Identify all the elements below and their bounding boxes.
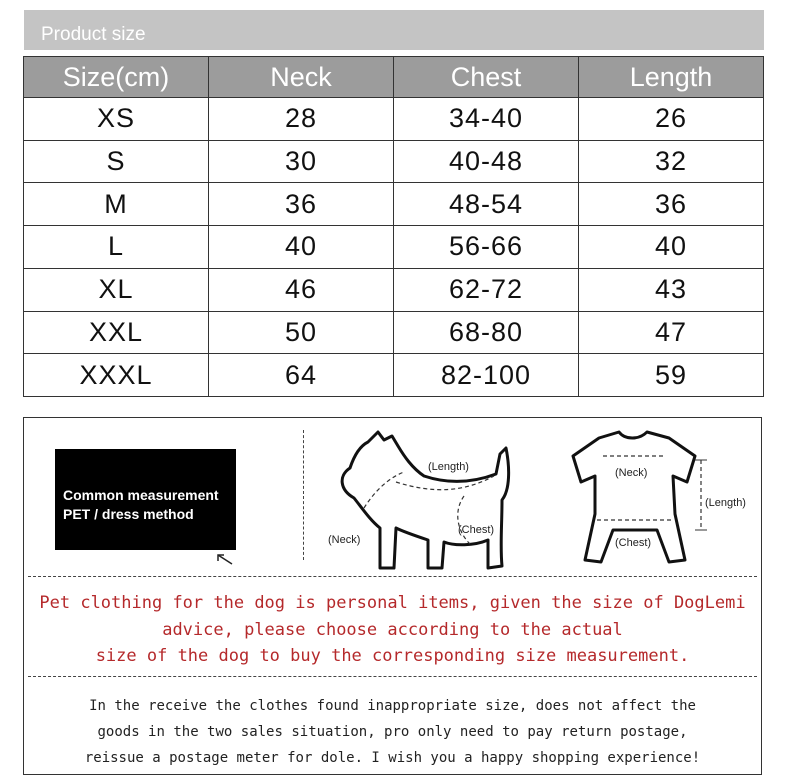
cell-neck: 50: [209, 311, 394, 354]
cell-chest: 68-80: [394, 311, 579, 354]
cell-size: S: [24, 140, 209, 183]
policy-line-2: goods in the two sales situation, pro only need to pay return postage,: [97, 724, 688, 740]
dog-neck-label: (Neck): [328, 534, 361, 546]
cell-neck: 28: [209, 98, 394, 141]
header-chest: Chest: [394, 57, 579, 98]
measurement-guide-panel: [23, 417, 762, 775]
sizing-advice-notice: [24, 590, 761, 670]
cell-size: XL: [24, 268, 209, 311]
table-row: [24, 226, 764, 269]
header-neck: Neck: [209, 57, 394, 98]
horizontal-divider: [28, 676, 757, 677]
product-size-banner: [24, 10, 764, 50]
table-row: [24, 98, 764, 141]
cell-chest: 82-100: [394, 354, 579, 397]
policy-line-3: reissue a postage meter for dole. I wish you a happy shopping experience!: [84, 750, 701, 766]
cell-chest: 56-66: [394, 226, 579, 269]
shirt-length-label: (Length): [705, 497, 746, 509]
cell-length: 43: [579, 268, 764, 311]
cell-length: 26: [579, 98, 764, 141]
cell-length: 59: [579, 354, 764, 397]
shirt-neck-label: (Neck): [615, 467, 648, 479]
table-row: [24, 183, 764, 226]
cell-size: XXL: [24, 311, 209, 354]
cell-size: XXXL: [24, 354, 209, 397]
dog-chest-dashed-line: [458, 496, 470, 544]
table-row: [24, 354, 764, 397]
cell-length: 47: [579, 311, 764, 354]
dog-silhouette-icon: [342, 432, 509, 568]
horizontal-divider: [28, 576, 757, 577]
advice-line-1: Pet clothing for the dog is personal items, given the size of DogLemi: [39, 593, 746, 613]
cell-neck: 64: [209, 354, 394, 397]
header-size: Size(cm): [24, 57, 209, 98]
cell-chest: 48-54: [394, 183, 579, 226]
header-length: Length: [579, 57, 764, 98]
dog-neck-dashed-line: [364, 472, 404, 508]
table-row: [24, 140, 764, 183]
cell-chest: 62-72: [394, 268, 579, 311]
advice-line-2: advice, please choose according to the actual: [162, 619, 623, 640]
cell-size: M: [24, 183, 209, 226]
table-row: [24, 268, 764, 311]
advice-line-3: size of the dog to buy the corresponding size measurement.: [95, 646, 690, 666]
shirt-measure-diagram: [569, 430, 759, 565]
method-line-1: Common measurement: [63, 487, 219, 503]
cell-neck: 30: [209, 140, 394, 183]
table-header-row: [24, 57, 764, 98]
cell-chest: 34-40: [394, 98, 579, 141]
cell-size: XS: [24, 98, 209, 141]
method-line-2: PET / dress method: [63, 506, 194, 522]
cell-length: 32: [579, 140, 764, 183]
cell-length: 36: [579, 183, 764, 226]
cell-size: L: [24, 226, 209, 269]
cell-neck: 46: [209, 268, 394, 311]
shirt-chest-label: (Chest): [615, 537, 652, 549]
dog-chest-label: (Chest): [458, 524, 495, 536]
dog-length-label: (Length): [428, 461, 469, 473]
banner-title: Product size: [41, 24, 146, 45]
vertical-divider: [303, 430, 304, 560]
size-table: [23, 56, 764, 397]
pointer-arrow-icon: [214, 552, 236, 568]
cell-neck: 36: [209, 183, 394, 226]
table-row: [24, 311, 764, 354]
cell-neck: 40: [209, 226, 394, 269]
cell-chest: 40-48: [394, 140, 579, 183]
return-policy-notice: [24, 693, 761, 771]
measurement-method-label: [55, 449, 236, 550]
dog-measure-diagram: [324, 428, 534, 573]
policy-line-1: In the receive the clothes found inappropriate size, does not affect the: [89, 698, 696, 714]
cell-length: 40: [579, 226, 764, 269]
